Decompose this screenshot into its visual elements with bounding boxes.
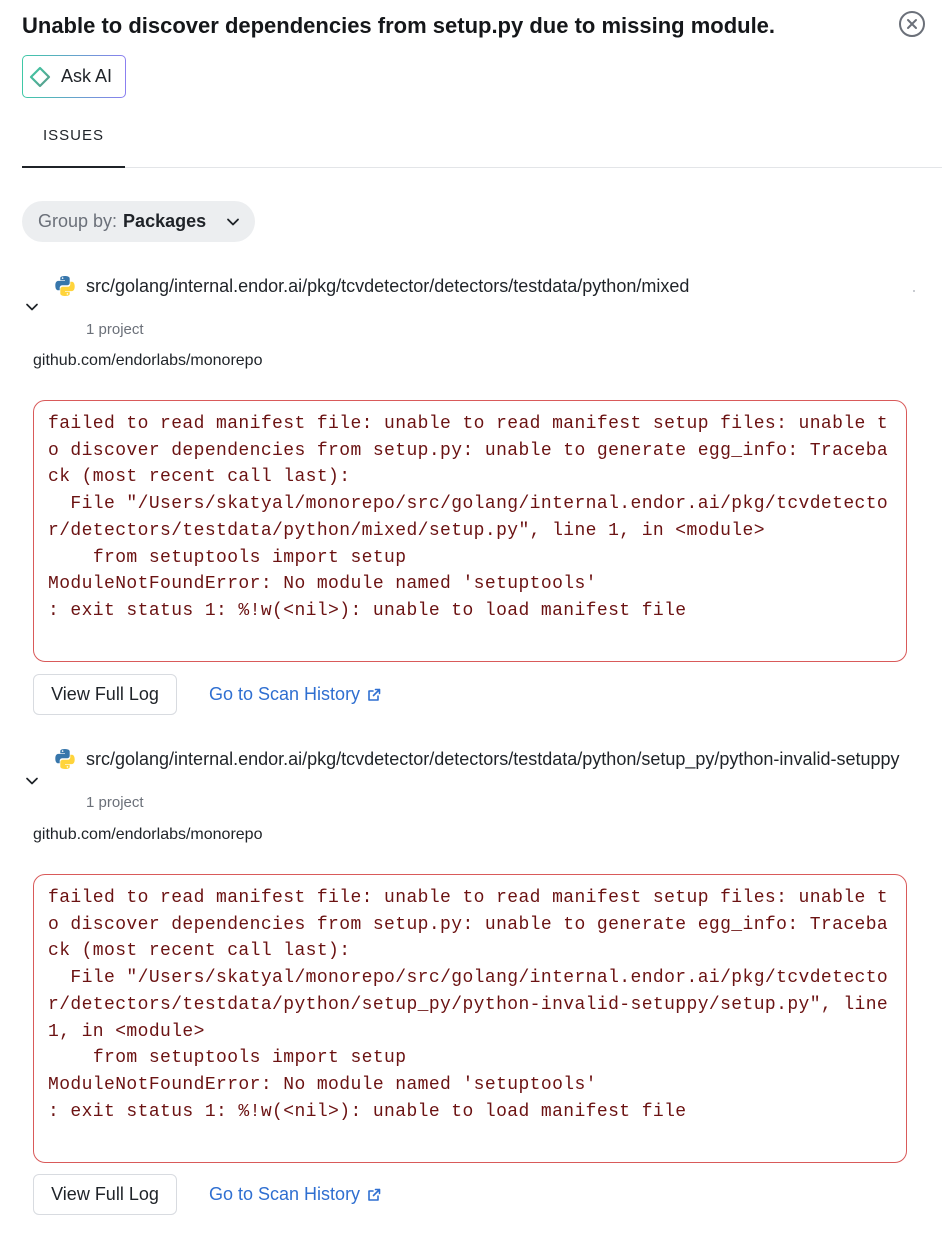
view-full-log-button[interactable]: View Full Log — [33, 1174, 177, 1215]
diamond-sparkle-icon — [29, 66, 51, 88]
error-log: failed to read manifest file: unable to read manifest setup files: unable to discover dependencies from setup.py: unable to generate egg_info: Traceback (most recent call last): File "/Users/skatyal/monorepo/src/golang/internal.endor.ai/pkg/tcvdetector/detectors/testdata/python/setup_py/python-invalid-setuppy/setup.py", line 1, in <module> from setuptools import setup ModuleNotFoundError: No module named 'setuptools' : exit status 1: %!w(<nil>): unable to load manifest file — [33, 874, 907, 1163]
chevron-down-icon — [24, 299, 40, 315]
ask-ai-button[interactable] — [22, 55, 126, 98]
error-log: failed to read manifest file: unable to read manifest setup files: unable to discover dependencies from setup.py: unable to generate egg_info: Traceback (most recent call last): File "/Users/skatyal/monorepo/src/golang/internal.endor.ai/pkg/tcvdetector/detectors/testdata/python/mixed/setup.py", line 1, in <module> from setuptools import setup ModuleNotFoundError: No module named 'setuptools' : exit status 1: %!w(<nil>): unable to load manifest file — [33, 400, 907, 662]
scan-history-label: Go to Scan History — [209, 1184, 361, 1204]
group-by-dropdown[interactable] — [22, 201, 255, 242]
project-count: 1 project — [86, 794, 144, 811]
tab-issues[interactable]: ISSUES — [22, 104, 125, 168]
external-link-icon — [366, 1187, 382, 1203]
ask-ai-label: Ask AI — [61, 66, 113, 86]
decorative-dot — [913, 290, 915, 292]
chevron-down-icon — [226, 215, 240, 229]
close-icon — [906, 18, 918, 30]
scan-history-link[interactable] — [209, 1184, 382, 1205]
group-by-label: Group by: — [38, 211, 118, 231]
repository-name: github.com/endorlabs/monorepo — [33, 352, 263, 369]
group-by-value: Packages — [123, 211, 207, 231]
package-path[interactable]: src/golang/internal.endor.ai/pkg/tcvdetector/detectors/testdata/python/setup_py/python-invalid-setuppy — [86, 749, 900, 769]
close-button[interactable] — [899, 11, 925, 37]
repository-name: github.com/endorlabs/monorepo — [33, 826, 263, 843]
project-count: 1 project — [86, 321, 144, 338]
view-full-log-button[interactable]: View Full Log — [33, 674, 177, 715]
python-logo-icon — [53, 274, 77, 298]
package-path[interactable]: src/golang/internal.endor.ai/pkg/tcvdetector/detectors/testdata/python/mixed — [86, 276, 690, 296]
scan-history-label: Go to Scan History — [209, 684, 361, 704]
python-logo-icon — [53, 747, 77, 771]
scan-history-link[interactable] — [209, 684, 382, 705]
tab-bar — [22, 104, 942, 168]
package-toggle[interactable] — [24, 773, 40, 789]
panel-title: Unable to discover dependencies from setup.py due to missing module. — [22, 13, 776, 38]
chevron-down-icon — [24, 773, 40, 789]
package-toggle[interactable] — [24, 299, 40, 315]
external-link-icon — [366, 687, 382, 703]
